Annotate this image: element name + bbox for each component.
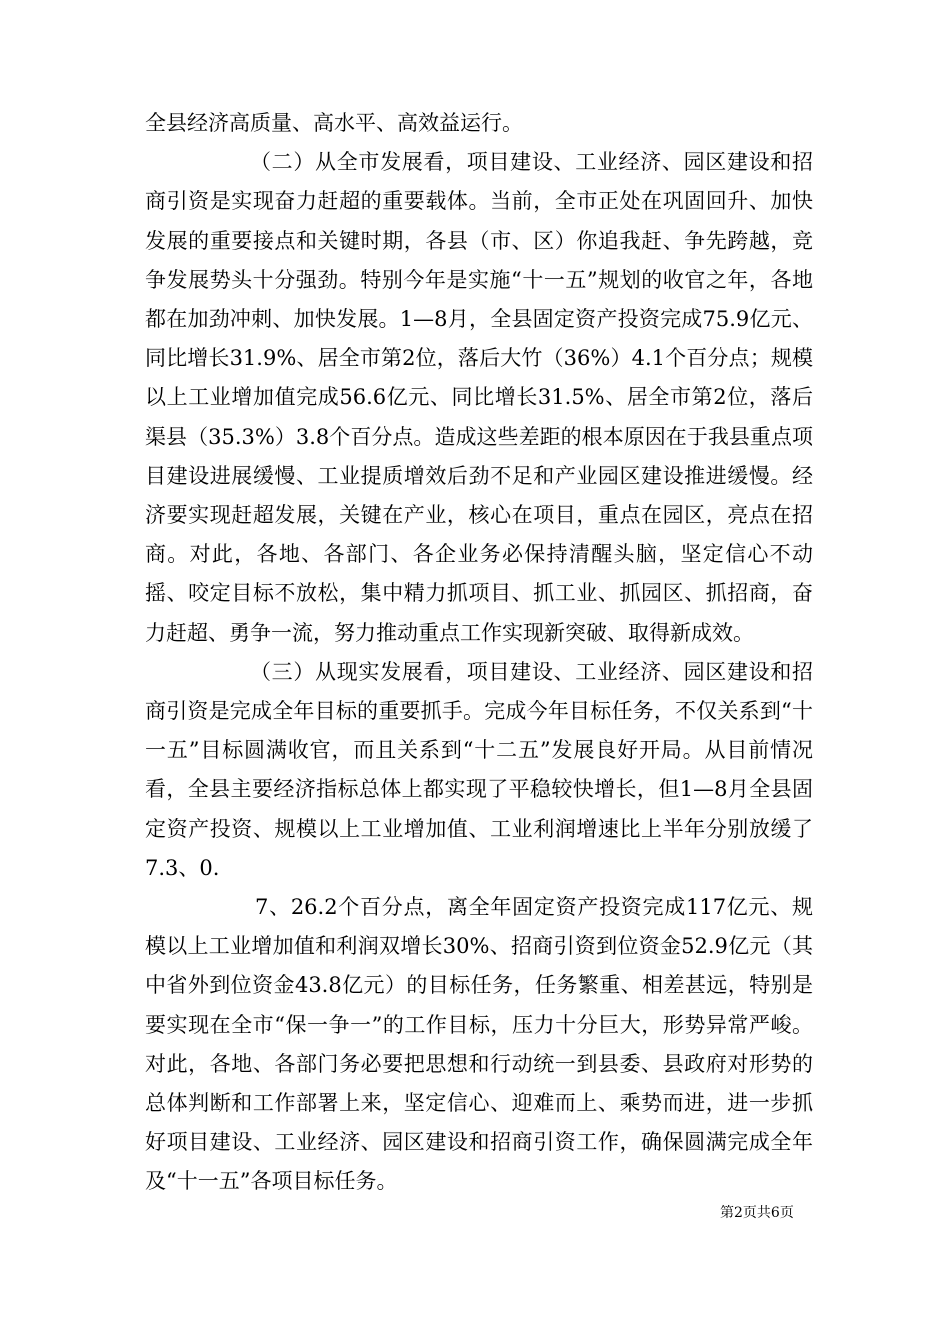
- page-number: 第2页共6页: [720, 1205, 794, 1221]
- paragraph-section-three: （三）从现实发展看，项目建设、工业经济、园区建设和招商引资是完成全年目标的重要抓手。完成今年目标任务，不仅关系到“十一五”目标圆满收官，而且关系到“十二五”发展良好开局。从目前情况看，全县主要经济指标总体上都实现了平稳较快增长，但1—8月全县固定资产投资、规模以上工业增加值、工业利润增速比上半年分别放缓了7.3、0.: [145, 659, 813, 880]
- paragraph-continuation: 全县经济高质量、高水平、高效益运行。: [145, 111, 523, 135]
- paragraph-targets: 7、26.2个百分点，离全年固定资产投资完成117亿元、规模以上工业增加值和利润双增长30%、招商引资到位资金52.9亿元（其中省外到位资金43.8亿元）的目标任务，任务繁重、相差甚远，特别是要实现在全市“保一争一”的工作目标，压力十分巨大，形势异常严峻。对此，各地、各部门务必要把思想和行动统一到县委、县政府对形势的总体判断和工作部署上来，坚定信心、迎难而上、乘势而进，进一步抓好项目建设、工业经济、园区建设和招商引资工作，确保圆满完成全年及“十一五”各项目标任务。: [145, 895, 813, 1194]
- paragraph-section-two: （二）从全市发展看，项目建设、工业经济、园区建设和招商引资是实现奋力赶超的重要载体。当前，全市正处在巩固回升、加快发展的重要接点和关键时期，各县（市、区）你追我赶、争先跨越，竞争发展势头十分强劲。特别今年是实施“十一五”规划的收官之年，各地都在加劲冲刺、加快发展。1—8月，全县固定资产投资完成75.9亿元、同比增长31.9%、居全市第2位，落后大竹（36%）4.1个百分点；规模以上工业增加值完成56.6亿元、同比增长31.5%、居全市第2位，落后渠县（35.3%）3.8个百分点。造成这些差距的根本原因在于我县重点项目建设进展缓慢、工业提质增效后劲不足和产业园区建设推进缓慢。经济要实现赶超发展，关键在产业，核心在项目，重点在园区，亮点在招商。对此，各地、各部门、各企业务必保持清醒头脑，坚定信心不动摇、咬定目标不放松，集中精力抓项目、抓工业、抓园区、抓招商，奋力赶超、勇争一流，努力推动重点工作实现新突破、取得新成效。: [145, 150, 813, 645]
- body-text: [145, 104, 813, 1202]
